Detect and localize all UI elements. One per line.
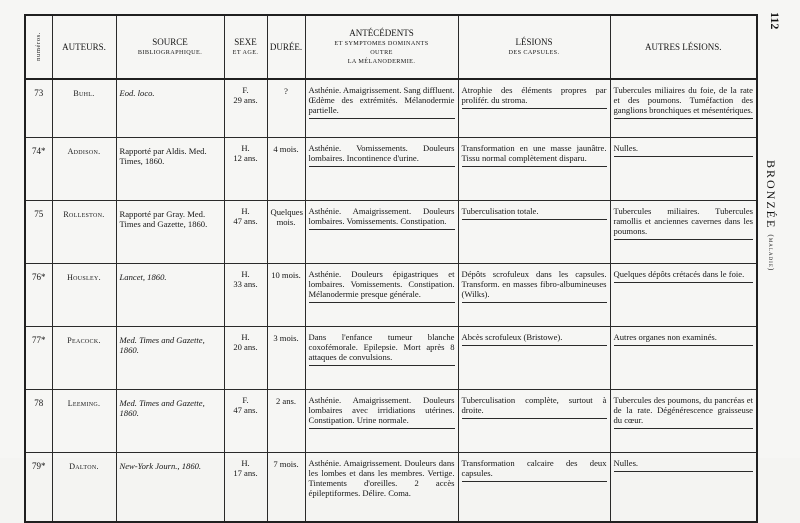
duration: ? bbox=[267, 79, 305, 137]
page-number: 112 bbox=[768, 12, 782, 30]
duration: Quelques mois. bbox=[267, 200, 305, 263]
divider bbox=[614, 471, 754, 472]
antecedents-text: Asthénie. Amaigrissement. Douleurs lombaires. Vomissements. Constipation. bbox=[308, 205, 455, 226]
running-title bbox=[763, 160, 778, 271]
age: 29 ans. bbox=[233, 95, 258, 105]
lesions bbox=[458, 200, 610, 263]
other-lesions bbox=[610, 326, 757, 389]
sex: H. bbox=[241, 205, 250, 216]
antecedents-text: Asthénie. Vomissements. Douleurs lombaires. Incontinence d'urine. bbox=[308, 142, 455, 163]
divider bbox=[614, 282, 754, 283]
duration: 4 mois. bbox=[267, 137, 305, 200]
divider bbox=[309, 428, 455, 429]
antecedents-text: Asthénie. Amaigrissement. Douleurs lombaires avec irridiations utérines. Constipation. Urine normale. bbox=[308, 394, 455, 425]
age: 12 ans. bbox=[233, 152, 258, 163]
table-row bbox=[25, 263, 757, 326]
divider bbox=[309, 166, 455, 167]
source-text: Lancet, 1860. bbox=[119, 271, 167, 282]
age: 20 ans. bbox=[233, 341, 258, 352]
author: Leeming. bbox=[52, 389, 116, 452]
divider bbox=[462, 481, 607, 482]
divider bbox=[309, 229, 455, 230]
source bbox=[116, 200, 224, 263]
antecedents bbox=[305, 389, 458, 452]
other-lesions-text: Tubercules des poumons, du pancréas et de la rate. Dégénérescence graisseuse du cœur. bbox=[613, 394, 753, 425]
author: Peacock. bbox=[52, 326, 116, 389]
lesions bbox=[458, 452, 610, 522]
sex-age bbox=[224, 200, 267, 263]
source-text: Eod. loco. bbox=[119, 88, 155, 98]
lesions-text: Abcès scrofuleux (Bristowe). bbox=[461, 331, 563, 342]
case-number: 76* bbox=[25, 263, 52, 326]
lesions-text: Dépôts scrofuleux dans les capsules. Transform. en masses fibro-albumineuses (Wilks). bbox=[461, 268, 607, 299]
other-lesions bbox=[610, 200, 757, 263]
other-lesions bbox=[610, 79, 757, 137]
other-lesions-text: Autres organes non examinés. bbox=[613, 331, 717, 342]
header-lesions-main: LÉSIONS bbox=[515, 37, 553, 47]
duration: 2 ans. bbox=[267, 389, 305, 452]
sex-age bbox=[224, 137, 267, 200]
table-row bbox=[25, 452, 757, 522]
sex-age bbox=[224, 389, 267, 452]
lesions bbox=[458, 326, 610, 389]
other-lesions-text: Nulles. bbox=[613, 457, 639, 468]
divider bbox=[614, 428, 754, 429]
other-lesions-text: Nulles. bbox=[613, 142, 639, 153]
source-text: Rapporté par Gray. Med. Times and Gazette, 1860. bbox=[119, 208, 208, 229]
header-autres bbox=[610, 15, 757, 79]
divider bbox=[614, 156, 754, 157]
source-text: Med. Times and Gazette, 1860. bbox=[119, 397, 205, 418]
table-row bbox=[25, 137, 757, 200]
header-sexe-main: SEXE bbox=[234, 37, 257, 47]
header-duree bbox=[267, 15, 305, 79]
age: 33 ans. bbox=[233, 278, 258, 289]
source bbox=[116, 79, 224, 137]
header-autres-label: AUTRES LÉSIONS. bbox=[644, 41, 722, 52]
sex: H. bbox=[241, 268, 250, 279]
lesions-text: Atrophie des éléments propres par prolifér. du stroma. bbox=[461, 85, 607, 105]
author: Dalton. bbox=[52, 452, 116, 522]
header-lesions bbox=[458, 15, 610, 79]
divider bbox=[462, 345, 607, 346]
running-title-sub: (maladie) bbox=[767, 234, 776, 272]
header-source bbox=[116, 15, 224, 79]
divider bbox=[309, 302, 455, 303]
divider bbox=[614, 239, 754, 240]
header-sexe bbox=[224, 15, 267, 79]
cases-table bbox=[24, 14, 758, 523]
sex-age bbox=[224, 452, 267, 522]
header-antecedents bbox=[305, 15, 458, 79]
author: Rolleston. bbox=[52, 200, 116, 263]
case-number: 74* bbox=[25, 137, 52, 200]
lesions bbox=[458, 137, 610, 200]
antecedents-text: Asthénie. Douleurs épigastriques et lombaires. Vomissements. Constipation. Mélanodermie presque générale. bbox=[308, 268, 455, 299]
sex: F. bbox=[242, 85, 249, 95]
table-row bbox=[25, 389, 757, 452]
lesions bbox=[458, 263, 610, 326]
divider bbox=[462, 219, 607, 220]
sex-age bbox=[224, 79, 267, 137]
header-ante-line2: ET SYMPTOMES DOMINANTS bbox=[334, 40, 429, 47]
divider bbox=[462, 108, 607, 109]
table-header-row bbox=[25, 15, 757, 79]
author: Addison. bbox=[52, 137, 116, 200]
source bbox=[116, 326, 224, 389]
duration: 7 mois. bbox=[267, 452, 305, 522]
antecedents bbox=[305, 452, 458, 522]
sex: H. bbox=[241, 142, 250, 153]
author: Buhl. bbox=[52, 79, 116, 137]
source bbox=[116, 452, 224, 522]
source-text: Rapporté par Aldis. Med. Times, 1860. bbox=[119, 145, 207, 166]
antecedents bbox=[305, 137, 458, 200]
age: 17 ans. bbox=[233, 467, 258, 478]
divider bbox=[614, 345, 754, 346]
lesions-text: Transformation calcaire des deux capsules. bbox=[461, 457, 607, 478]
divider bbox=[462, 302, 607, 303]
source bbox=[116, 263, 224, 326]
header-ante-main: ANTÉCÉDENTS bbox=[349, 28, 414, 38]
source-text: Med. Times and Gazette, 1860. bbox=[119, 334, 205, 355]
lesions bbox=[458, 79, 610, 137]
table-row bbox=[25, 200, 757, 263]
author: Housley. bbox=[52, 263, 116, 326]
lesions-text: Tuberculisation complète, surtout à droite. bbox=[461, 394, 607, 415]
header-duree-label: DURÉE. bbox=[269, 41, 303, 52]
other-lesions bbox=[610, 263, 757, 326]
antecedents bbox=[305, 79, 458, 137]
header-ante-line4: LA MÉLANODERMIE. bbox=[347, 58, 416, 65]
header-ante-line3: OUTRE bbox=[370, 49, 393, 56]
header-source-sub: BIBLIOGRAPHIQUE. bbox=[137, 49, 203, 56]
age: 47 ans. bbox=[233, 404, 258, 415]
sex: F. bbox=[242, 394, 249, 405]
case-number: 73 bbox=[25, 79, 52, 137]
divider bbox=[462, 418, 607, 419]
source bbox=[116, 389, 224, 452]
other-lesions-text: Tubercules miliaires du foie, de la rate et des poumons. Tuméfaction des ganglions bronchiques et mésentériques. bbox=[613, 85, 753, 115]
divider bbox=[462, 166, 607, 167]
antecedents bbox=[305, 263, 458, 326]
sex: H. bbox=[241, 457, 250, 468]
header-sexe-sub: ET AGE. bbox=[232, 49, 259, 56]
duration: 3 mois. bbox=[267, 326, 305, 389]
header-numero-label: numéros. bbox=[34, 31, 42, 61]
header-auteurs-label: AUTEURS. bbox=[62, 41, 106, 52]
antecedents-text: Asthénie. Amaigrissement. Douleurs dans les lombes et dans les membres. Vertige. Tintements d'oreilles. 2 accès épileptiformes. Délire. Coma. bbox=[308, 457, 455, 498]
divider bbox=[309, 365, 455, 366]
other-lesions-text: Tubercules miliaires. Tubercules ramollis et anciennes cavernes dans les poumons. bbox=[613, 205, 753, 236]
sex-age bbox=[224, 263, 267, 326]
case-number: 78 bbox=[25, 389, 52, 452]
header-numero bbox=[25, 15, 52, 79]
running-title-main: BRONZÉE bbox=[764, 160, 778, 230]
header-source-main: SOURCE bbox=[152, 37, 188, 47]
lesions-text: Tuberculisation totale. bbox=[461, 205, 539, 216]
divider bbox=[614, 118, 754, 119]
other-lesions bbox=[610, 452, 757, 522]
header-auteurs bbox=[52, 15, 116, 79]
divider bbox=[309, 118, 455, 119]
sex: H. bbox=[241, 331, 250, 342]
lesions bbox=[458, 389, 610, 452]
antecedents bbox=[305, 200, 458, 263]
other-lesions-text: Quelques dépôts crétacés dans le foie. bbox=[613, 268, 745, 279]
antecedents-text: Dans l'enfance tumeur blanche coxofémorale. Epilepsie. Mort après 8 attaques de convulsions. bbox=[308, 331, 455, 362]
antecedents bbox=[305, 326, 458, 389]
age: 47 ans. bbox=[233, 215, 258, 226]
case-number: 79* bbox=[25, 452, 52, 522]
source bbox=[116, 137, 224, 200]
other-lesions bbox=[610, 137, 757, 200]
sex-age bbox=[224, 326, 267, 389]
table-row bbox=[25, 326, 757, 389]
header-lesions-sub: DES CAPSULES. bbox=[508, 49, 560, 56]
source-text: New-York Journ., 1860. bbox=[119, 460, 202, 471]
case-number: 77* bbox=[25, 326, 52, 389]
other-lesions bbox=[610, 389, 757, 452]
duration: 10 mois. bbox=[267, 263, 305, 326]
case-number: 75 bbox=[25, 200, 52, 263]
antecedents-text: Asthénie. Amaigrissement. Sang diffluent. Œdème des extrémités. Mélanodermie partielle. bbox=[308, 85, 455, 115]
table-row bbox=[25, 79, 757, 137]
lesions-text: Transformation en une masse jaunâtre. Tissu normal complètement disparu. bbox=[461, 142, 607, 163]
